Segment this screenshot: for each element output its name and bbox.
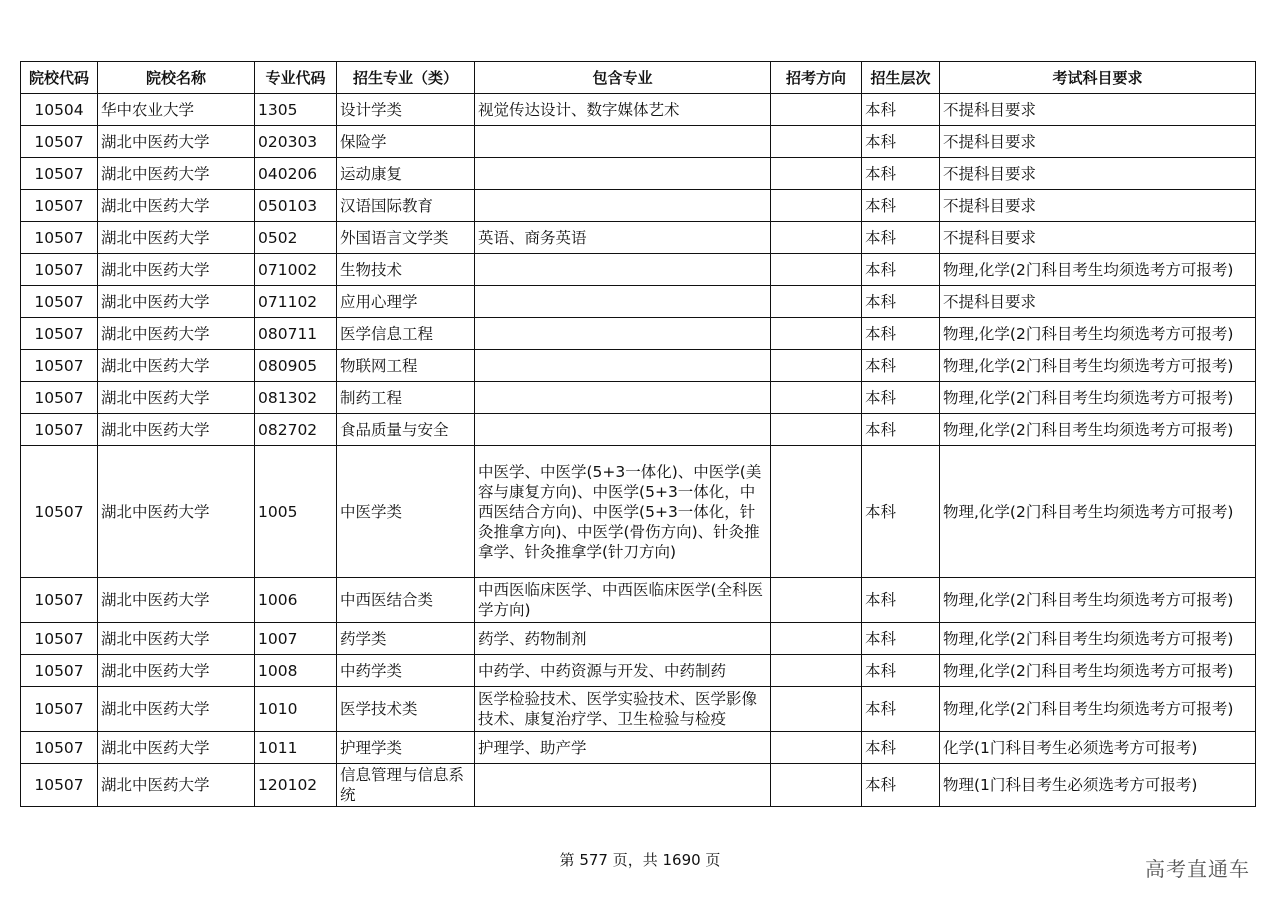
cell-included-majors: 医学检验技术、医学实验技术、医学影像技术、康复治疗学、卫生检验与检疫: [475, 687, 771, 732]
header-included-majors: 包含专业: [475, 62, 771, 94]
cell-school-code: 10507: [21, 578, 98, 623]
cell-major-code: 1011: [255, 732, 337, 764]
cell-major-code: 071002: [255, 254, 337, 286]
cell-direction: [771, 318, 862, 350]
cell-major-code: 0502: [255, 222, 337, 254]
cell-school-code: 10507: [21, 222, 98, 254]
table-row: [21, 578, 1256, 623]
table-row: [21, 286, 1256, 318]
cell-school-code: 10507: [21, 126, 98, 158]
cell-requirement: 物理,化学(2门科目考生均须选考方可报考): [940, 414, 1256, 446]
cell-major-code: 020303: [255, 126, 337, 158]
table-header-row: [21, 62, 1256, 94]
cell-included-majors: 药学、药物制剂: [475, 623, 771, 655]
cell-school-name: 湖北中医药大学: [98, 222, 255, 254]
cell-major: 护理学类: [337, 732, 475, 764]
cell-requirement: 不提科目要求: [940, 222, 1256, 254]
cell-major-code: 1008: [255, 655, 337, 687]
cell-direction: [771, 222, 862, 254]
cell-direction: [771, 350, 862, 382]
cell-school-name: 湖北中医药大学: [98, 414, 255, 446]
cell-major: 药学类: [337, 623, 475, 655]
cell-school-name: 湖北中医药大学: [98, 623, 255, 655]
cell-direction: [771, 286, 862, 318]
table-row: [21, 222, 1256, 254]
cell-major: 医学技术类: [337, 687, 475, 732]
cell-level: 本科: [862, 687, 940, 732]
cell-requirement: 不提科目要求: [940, 126, 1256, 158]
cell-level: 本科: [862, 578, 940, 623]
header-school-code: 院校代码: [21, 62, 98, 94]
cell-level: 本科: [862, 623, 940, 655]
cell-level: 本科: [862, 190, 940, 222]
table-row: [21, 126, 1256, 158]
cell-requirement: 物理,化学(2门科目考生均须选考方可报考): [940, 578, 1256, 623]
cell-major: 信息管理与信息系统: [337, 764, 475, 807]
cell-major: 保险学: [337, 126, 475, 158]
cell-included-majors: [475, 254, 771, 286]
cell-school-name: 湖北中医药大学: [98, 382, 255, 414]
cell-direction: [771, 382, 862, 414]
cell-level: 本科: [862, 94, 940, 126]
cell-major-code: 081302: [255, 382, 337, 414]
cell-direction: [771, 655, 862, 687]
cell-school-name: 湖北中医药大学: [98, 687, 255, 732]
cell-level: 本科: [862, 655, 940, 687]
cell-school-name: 湖北中医药大学: [98, 732, 255, 764]
cell-requirement: 物理,化学(2门科目考生均须选考方可报考): [940, 318, 1256, 350]
cell-direction: [771, 578, 862, 623]
admissions-table: [20, 61, 1256, 807]
cell-major-code: 1005: [255, 446, 337, 578]
table-row: [21, 687, 1256, 732]
cell-major-code: 040206: [255, 158, 337, 190]
cell-school-name: 湖北中医药大学: [98, 655, 255, 687]
cell-included-majors: [475, 126, 771, 158]
cell-major: 运动康复: [337, 158, 475, 190]
cell-requirement: 物理,化学(2门科目考生均须选考方可报考): [940, 446, 1256, 578]
cell-included-majors: 英语、商务英语: [475, 222, 771, 254]
cell-included-majors: [475, 764, 771, 807]
cell-major: 物联网工程: [337, 350, 475, 382]
cell-major: 医学信息工程: [337, 318, 475, 350]
cell-major-code: 1006: [255, 578, 337, 623]
cell-major-code: 082702: [255, 414, 337, 446]
cell-direction: [771, 126, 862, 158]
cell-requirement: 物理(1门科目考生必须选考方可报考): [940, 764, 1256, 807]
cell-level: 本科: [862, 286, 940, 318]
table-row: [21, 655, 1256, 687]
cell-direction: [771, 158, 862, 190]
cell-direction: [771, 94, 862, 126]
cell-school-code: 10507: [21, 414, 98, 446]
cell-included-majors: 视觉传达设计、数字媒体艺术: [475, 94, 771, 126]
cell-level: 本科: [862, 732, 940, 764]
cell-requirement: 不提科目要求: [940, 94, 1256, 126]
cell-school-name: 湖北中医药大学: [98, 318, 255, 350]
cell-direction: [771, 190, 862, 222]
cell-included-majors: [475, 414, 771, 446]
cell-level: 本科: [862, 350, 940, 382]
cell-included-majors: [475, 350, 771, 382]
cell-major-code: 120102: [255, 764, 337, 807]
cell-school-name: 湖北中医药大学: [98, 126, 255, 158]
cell-school-code: 10507: [21, 446, 98, 578]
cell-included-majors: 中医学、中医学(5+3一体化)、中医学(美容与康复方向)、中医学(5+3一体化，中西医结合方向)、中医学(5+3一体化，针灸推拿方向)、中医学(骨伤方向)、针灸推拿学、针灸推拿学(针刀方向): [475, 446, 771, 578]
cell-included-majors: [475, 318, 771, 350]
page-number-footer: 第 577 页，共 1690 页: [559, 851, 721, 869]
cell-major: 汉语国际教育: [337, 190, 475, 222]
cell-included-majors: 护理学、助产学: [475, 732, 771, 764]
cell-school-code: 10507: [21, 655, 98, 687]
cell-major-code: 080711: [255, 318, 337, 350]
cell-level: 本科: [862, 446, 940, 578]
cell-school-name: 湖北中医药大学: [98, 350, 255, 382]
cell-school-code: 10507: [21, 623, 98, 655]
cell-level: 本科: [862, 318, 940, 350]
cell-included-majors: 中药学、中药资源与开发、中药制药: [475, 655, 771, 687]
header-major-code: 专业代码: [255, 62, 337, 94]
header-direction: 招考方向: [771, 62, 862, 94]
cell-major: 设计学类: [337, 94, 475, 126]
cell-level: 本科: [862, 158, 940, 190]
cell-requirement: 物理,化学(2门科目考生均须选考方可报考): [940, 254, 1256, 286]
cell-level: 本科: [862, 414, 940, 446]
cell-school-code: 10507: [21, 254, 98, 286]
cell-requirement: 不提科目要求: [940, 286, 1256, 318]
cell-level: 本科: [862, 254, 940, 286]
cell-school-code: 10507: [21, 350, 98, 382]
table-row: [21, 94, 1256, 126]
cell-requirement: 化学(1门科目考生必须选考方可报考): [940, 732, 1256, 764]
cell-school-name: 湖北中医药大学: [98, 254, 255, 286]
cell-major: 中药学类: [337, 655, 475, 687]
cell-school-name: 湖北中医药大学: [98, 578, 255, 623]
cell-school-name: 湖北中医药大学: [98, 286, 255, 318]
cell-included-majors: [475, 190, 771, 222]
cell-school-code: 10507: [21, 318, 98, 350]
cell-school-name: 湖北中医药大学: [98, 190, 255, 222]
header-major: 招生专业（类）: [337, 62, 475, 94]
table-row: [21, 382, 1256, 414]
cell-requirement: 物理,化学(2门科目考生均须选考方可报考): [940, 623, 1256, 655]
table-row: [21, 764, 1256, 807]
table-row: [21, 414, 1256, 446]
cell-included-majors: [475, 382, 771, 414]
cell-school-name: 湖北中医药大学: [98, 158, 255, 190]
table-row: [21, 318, 1256, 350]
cell-school-code: 10507: [21, 190, 98, 222]
cell-major: 外国语言文学类: [337, 222, 475, 254]
cell-school-code: 10507: [21, 158, 98, 190]
cell-major-code: 1010: [255, 687, 337, 732]
table-row: [21, 446, 1256, 578]
cell-school-code: 10507: [21, 732, 98, 764]
cell-included-majors: [475, 158, 771, 190]
cell-included-majors: 中西医临床医学、中西医临床医学(全科医学方向): [475, 578, 771, 623]
cell-requirement: 不提科目要求: [940, 190, 1256, 222]
cell-major: 应用心理学: [337, 286, 475, 318]
cell-level: 本科: [862, 126, 940, 158]
cell-direction: [771, 623, 862, 655]
cell-requirement: 物理,化学(2门科目考生均须选考方可报考): [940, 687, 1256, 732]
cell-major: 中医学类: [337, 446, 475, 578]
table-row: [21, 732, 1256, 764]
cell-direction: [771, 732, 862, 764]
cell-requirement: 物理,化学(2门科目考生均须选考方可报考): [940, 655, 1256, 687]
cell-major-code: 1007: [255, 623, 337, 655]
cell-level: 本科: [862, 222, 940, 254]
cell-major-code: 071102: [255, 286, 337, 318]
cell-major-code: 050103: [255, 190, 337, 222]
cell-school-code: 10507: [21, 286, 98, 318]
cell-major: 食品质量与安全: [337, 414, 475, 446]
watermark-text: 高考直通车: [1145, 857, 1250, 881]
cell-school-name: 湖北中医药大学: [98, 764, 255, 807]
cell-requirement: 物理,化学(2门科目考生均须选考方可报考): [940, 382, 1256, 414]
cell-major-code: 1305: [255, 94, 337, 126]
cell-level: 本科: [862, 764, 940, 807]
header-requirement: 考试科目要求: [940, 62, 1256, 94]
table-row: [21, 158, 1256, 190]
header-level: 招生层次: [862, 62, 940, 94]
cell-school-code: 10507: [21, 764, 98, 807]
cell-school-name: 湖北中医药大学: [98, 446, 255, 578]
table-row: [21, 350, 1256, 382]
cell-requirement: 物理,化学(2门科目考生均须选考方可报考): [940, 350, 1256, 382]
cell-school-name: 华中农业大学: [98, 94, 255, 126]
cell-school-code: 10507: [21, 687, 98, 732]
table-row: [21, 623, 1256, 655]
header-school-name: 院校名称: [98, 62, 255, 94]
cell-major-code: 080905: [255, 350, 337, 382]
cell-direction: [771, 254, 862, 286]
table-row: [21, 254, 1256, 286]
cell-school-code: 10504: [21, 94, 98, 126]
cell-major: 生物技术: [337, 254, 475, 286]
cell-requirement: 不提科目要求: [940, 158, 1256, 190]
cell-school-code: 10507: [21, 382, 98, 414]
cell-direction: [771, 687, 862, 732]
cell-level: 本科: [862, 382, 940, 414]
cell-direction: [771, 764, 862, 807]
cell-included-majors: [475, 286, 771, 318]
cell-major: 制药工程: [337, 382, 475, 414]
cell-direction: [771, 446, 862, 578]
cell-direction: [771, 414, 862, 446]
table-row: [21, 190, 1256, 222]
cell-major: 中西医结合类: [337, 578, 475, 623]
